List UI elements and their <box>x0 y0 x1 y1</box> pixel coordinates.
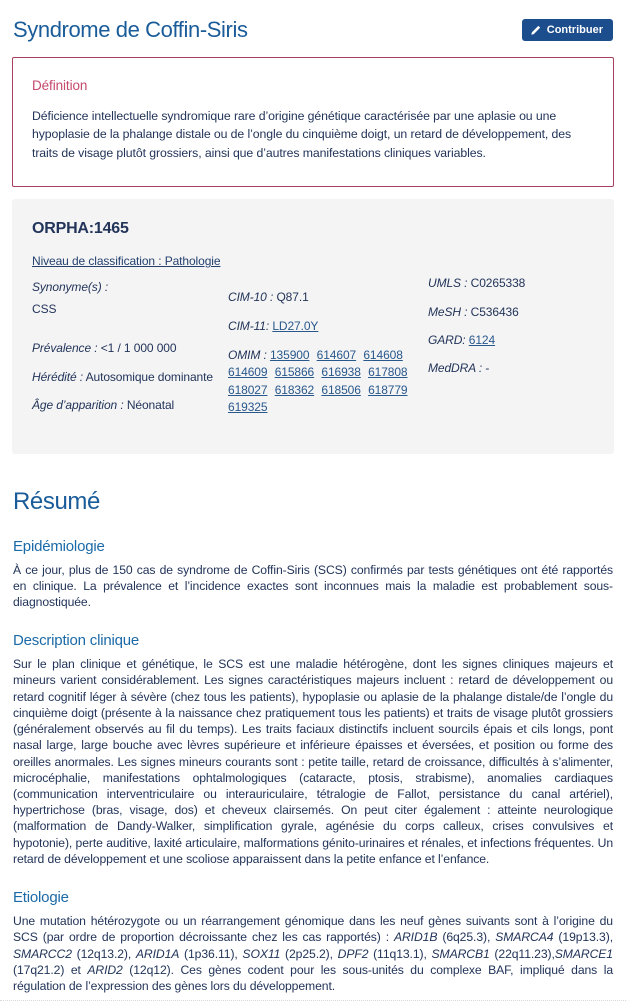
age-of-onset-value: Néonatal <box>126 398 175 413</box>
info-column-middle <box>228 220 424 429</box>
meddra-label: MedDRA : <box>428 361 483 376</box>
clinical-description-text: Sur le plan clinique et génétique, le SCS est une maladie hétérogène, dont les signes cliniques majeurs et mineurs varient considérablement. Les signes caractéristiques majeurs incluent : retard de développement ou retard cognitif léger à sévère (chez tous les patients), hypoplasie ou aplasie de la phalange distale/de l’ongle du cinquième doigt (présente à la naissance chez pratiquement tous les patients) et traits de visage plutôt grossiers (généralement observés au fil du temps). Les traits faciaux distinctifs incluent sourcils épais et cils longs, pont nasal large, large bouche avec lèvres supérieure et inférieure épaisses et éversées, et position ou forme des oreilles anormales. Les signes mineurs courants sont : petite taille, retard de croissance, difficultés à s’alimenter, microcéphalie, manifestations ophtalmologiques (cataracte, ptosis, strabisme), anomalies cardiaques (communication interventriculaire ou interauriculaire, tétralogie de Fallot, persistance du canal artériel), hypertrichose (bras, visage, dos) et cheveux clairsemés. On peut citer également : atteinte neurologique (malformation de Dandy-Walker, simplification gyrale, agénésie du corps calleux, crises convulsives et hypotonie), perte auditive, laxité articulaire, malformations génito-urinaires et rénales, et infections fréquentes. Un retard de développement et une scoliose apparaissent dans la petite enfance et l’enfance. <box>13 657 613 866</box>
orpha-info-box <box>12 199 614 453</box>
epidemiology-heading: Epidémiologie <box>13 537 105 555</box>
age-of-onset-label: Âge d’apparition : <box>32 398 124 413</box>
omim-code-link[interactable]: 614609 <box>228 365 268 380</box>
summary-title: Résumé <box>13 487 100 515</box>
definition-box <box>12 57 614 187</box>
info-column-left <box>32 220 228 429</box>
cim11-code-link[interactable]: LD27.0Y <box>272 318 319 333</box>
definition-heading: Définition <box>32 78 88 93</box>
clinical-description-heading: Description clinique <box>13 632 140 650</box>
omim-code-link[interactable]: 618027 <box>228 382 268 397</box>
omim-code-link[interactable]: 617808 <box>368 365 408 380</box>
contribute-button[interactable] <box>522 19 613 41</box>
omim-code-link[interactable]: 615866 <box>274 365 315 380</box>
gard-label: GARD: <box>428 333 466 348</box>
prevalence-label: Prévalence : <box>32 341 98 356</box>
omim-code-link[interactable]: 618506 <box>321 382 361 397</box>
page-title: Syndrome de Coffin-Siris <box>13 17 248 42</box>
synonyms-value: CSS <box>32 302 57 317</box>
gard-code-link[interactable]: 6124 <box>468 333 496 348</box>
heredity-value: Autosomique dominante <box>85 369 213 384</box>
orpha-code: ORPHA:1465 <box>32 220 129 238</box>
omim-code-link[interactable]: 616938 <box>321 365 361 380</box>
synonyms-label: Synonyme(s) : <box>32 279 109 294</box>
heredity-label: Hérédité : <box>32 369 84 384</box>
mesh-value: C536436 <box>470 304 519 319</box>
definition-text: Déficience intellectuelle syndromique rare d’origine génétique caractérisée par une aplasie ou une hypoplasie de la phalange distale ou de l’ongle du cinquième doigt, un retard de développement, des traits de visage plutôt grossiers, ainsi que d’autres manifestations cliniques variables. <box>32 109 572 160</box>
umls-label: UMLS : <box>428 276 468 291</box>
omim-code-link[interactable]: 618362 <box>274 382 315 397</box>
prevalence-value: <1 / 1 000 000 <box>100 341 177 356</box>
mesh-label: MeSH : <box>428 304 468 319</box>
contribute-button-label: Contribuer <box>546 24 603 36</box>
omim-code-link[interactable]: 614607 <box>316 348 357 363</box>
etiology-heading: Etiologie <box>13 889 69 907</box>
omim-code-link[interactable]: 614608 <box>363 348 403 363</box>
pencil-icon <box>530 25 541 36</box>
info-column-right <box>424 220 594 429</box>
classification-level-link[interactable]: Niveau de classification : Pathologie <box>32 254 221 269</box>
omim-label: OMIM : <box>228 348 267 363</box>
epidemiology-text: À ce jour, plus de 150 cas de syndrome de Coffin-Siris (SCS) confirmés par tests génétiques ont été rapportés en clinique. La prévalence et l’incidence exactes sont inconnues mais la maladie est probablement sous-diagnostiquée. <box>13 562 613 610</box>
etiology-text: Une mutation hétérozygote ou un réarrangement génomique dans les neuf gènes suivants sont à l’origine du SCS (par ordre de proportion décroissante chez les cas rapportés) : ARID1B (6q25.3), SMARCA4 (19p13.3), SMARCC2 (12q13.2), ARID1A (1p36.11), SOX11 (2p25.2), DPF2 (11q13.1), SMARCB1 (22q11.23),SMARCE1 (17q21.2) et ARID2 (12q12). Ces gènes codent pour les sous-unités du complexe BAF, impliqué dans la régulation de l’expression des gènes lors du développement. <box>13 914 613 993</box>
cim11-label: CIM-11: <box>228 318 270 333</box>
cim10-label: CIM-10 : <box>228 290 274 305</box>
meddra-value: - <box>485 361 490 376</box>
omim-code-link[interactable]: 135900 <box>269 348 310 363</box>
umls-value: C0265338 <box>470 276 526 291</box>
omim-code-link[interactable]: 619325 <box>228 400 268 415</box>
summary-section <box>0 488 626 995</box>
omim-code-link[interactable]: 618779 <box>368 382 408 397</box>
page-header <box>0 0 626 57</box>
cim10-value: Q87.1 <box>276 290 309 305</box>
